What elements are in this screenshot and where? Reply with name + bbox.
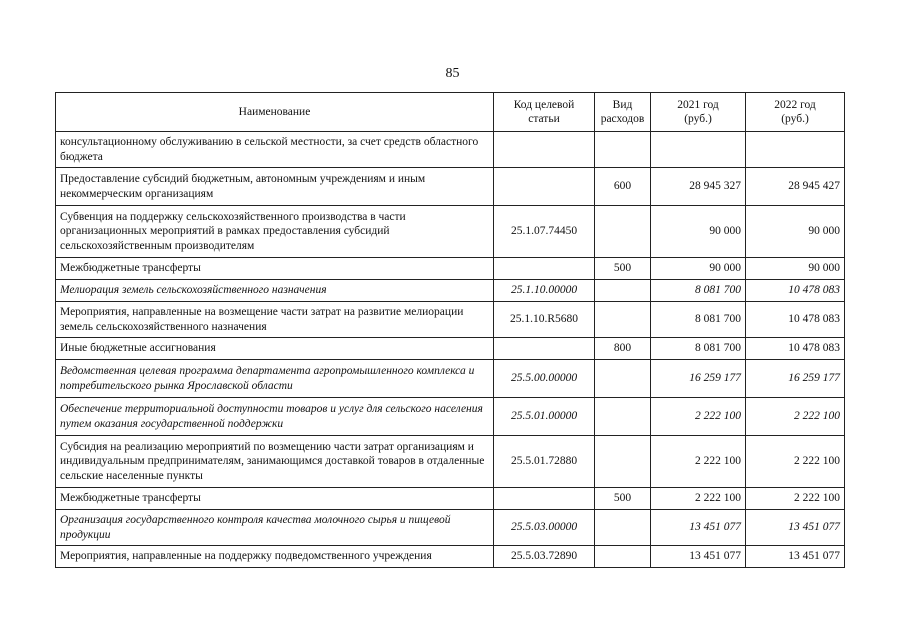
row-2022: 90 000 [746, 206, 845, 258]
row-name: консультационному обслуживанию в сельской местности, за счет средств областного бюджета [56, 132, 494, 168]
table-row [56, 546, 845, 568]
table-row [56, 258, 845, 280]
budget-table [55, 92, 845, 568]
row-vid: 600 [595, 168, 651, 206]
row-2022: 13 451 077 [746, 546, 845, 568]
row-vid [595, 510, 651, 546]
header-name: Наименование [56, 93, 494, 132]
table-row [56, 168, 845, 206]
row-name: Организация государственного контроля качества молочного сырья и пищевой продукции [56, 510, 494, 546]
row-vid [595, 132, 651, 168]
row-code: 25.1.10.00000 [494, 280, 595, 302]
row-2021: 8 081 700 [651, 280, 746, 302]
table-row [56, 338, 845, 360]
table-row [56, 510, 845, 546]
row-vid [595, 546, 651, 568]
header-2022: 2022 год (руб.) [746, 93, 845, 132]
row-2022 [746, 132, 845, 168]
row-name: Субвенция на поддержку сельскохозяйственного производства в части организационных мероприятий в рамках предоставления субсидий сельскохозяйственным производителям [56, 206, 494, 258]
row-name: Предоставление субсидий бюджетным, автономным учреждениям и иным некоммерческим организациям [56, 168, 494, 206]
table-row [56, 206, 845, 258]
row-vid [595, 436, 651, 488]
row-name: Субсидия на реализацию мероприятий по возмещению части затрат организациям и индивидуальным предпринимателям, занимающимся доставкой товаров в отдаленные сельские населенные пункты [56, 436, 494, 488]
row-code [494, 338, 595, 360]
row-name: Иные бюджетные ассигнования [56, 338, 494, 360]
row-vid [595, 206, 651, 258]
row-2021: 90 000 [651, 258, 746, 280]
row-2022: 2 222 100 [746, 436, 845, 488]
row-2022: 2 222 100 [746, 398, 845, 436]
row-2021: 2 222 100 [651, 488, 746, 510]
row-2022: 10 478 083 [746, 280, 845, 302]
row-2021: 2 222 100 [651, 436, 746, 488]
row-name: Мелиорация земель сельскохозяйственного назначения [56, 280, 494, 302]
header-vid: Вид расходов [595, 93, 651, 132]
table-row [56, 360, 845, 398]
row-code: 25.1.10.R5680 [494, 302, 595, 338]
header-code: Код целевой статьи [494, 93, 595, 132]
table-header-row [56, 93, 845, 132]
row-2022: 10 478 083 [746, 302, 845, 338]
row-name: Ведомственная целевая программа департамента агропромышленного комплекса и потребительского рынка Ярославской области [56, 360, 494, 398]
header-2021: 2021 год (руб.) [651, 93, 746, 132]
row-2021: 16 259 177 [651, 360, 746, 398]
row-2021: 28 945 327 [651, 168, 746, 206]
table-row [56, 488, 845, 510]
row-2021: 2 222 100 [651, 398, 746, 436]
row-code: 25.5.03.00000 [494, 510, 595, 546]
row-code: 25.5.01.00000 [494, 398, 595, 436]
row-name: Обеспечение территориальной доступности товаров и услуг для сельского населения путем оказания государственной поддержки [56, 398, 494, 436]
row-code: 25.5.00.00000 [494, 360, 595, 398]
row-2021: 90 000 [651, 206, 746, 258]
row-vid: 500 [595, 488, 651, 510]
table-row [56, 398, 845, 436]
table-row [56, 132, 845, 168]
row-2021: 8 081 700 [651, 302, 746, 338]
row-name: Мероприятия, направленные на возмещение части затрат на развитие мелиорации земель сельскохозяйственного назначения [56, 302, 494, 338]
row-code [494, 258, 595, 280]
row-2022: 2 222 100 [746, 488, 845, 510]
row-name: Межбюджетные трансферты [56, 258, 494, 280]
row-2022: 16 259 177 [746, 360, 845, 398]
row-code [494, 168, 595, 206]
row-code [494, 132, 595, 168]
row-code: 25.5.01.72880 [494, 436, 595, 488]
row-vid [595, 398, 651, 436]
row-code: 25.1.07.74450 [494, 206, 595, 258]
row-2021 [651, 132, 746, 168]
page-number: 85 [445, 66, 460, 81]
row-vid: 800 [595, 338, 651, 360]
row-2021: 8 081 700 [651, 338, 746, 360]
row-vid [595, 360, 651, 398]
row-vid [595, 280, 651, 302]
row-name: Межбюджетные трансферты [56, 488, 494, 510]
row-2022: 13 451 077 [746, 510, 845, 546]
row-vid [595, 302, 651, 338]
row-2022: 10 478 083 [746, 338, 845, 360]
row-vid: 500 [595, 258, 651, 280]
row-2022: 28 945 427 [746, 168, 845, 206]
row-code [494, 488, 595, 510]
row-2022: 90 000 [746, 258, 845, 280]
table-row [56, 436, 845, 488]
row-code: 25.5.03.72890 [494, 546, 595, 568]
row-name: Мероприятия, направленные на поддержку подведомственного учреждения [56, 546, 494, 568]
table-row [56, 302, 845, 338]
row-2021: 13 451 077 [651, 510, 746, 546]
table-row [56, 280, 845, 302]
row-2021: 13 451 077 [651, 546, 746, 568]
